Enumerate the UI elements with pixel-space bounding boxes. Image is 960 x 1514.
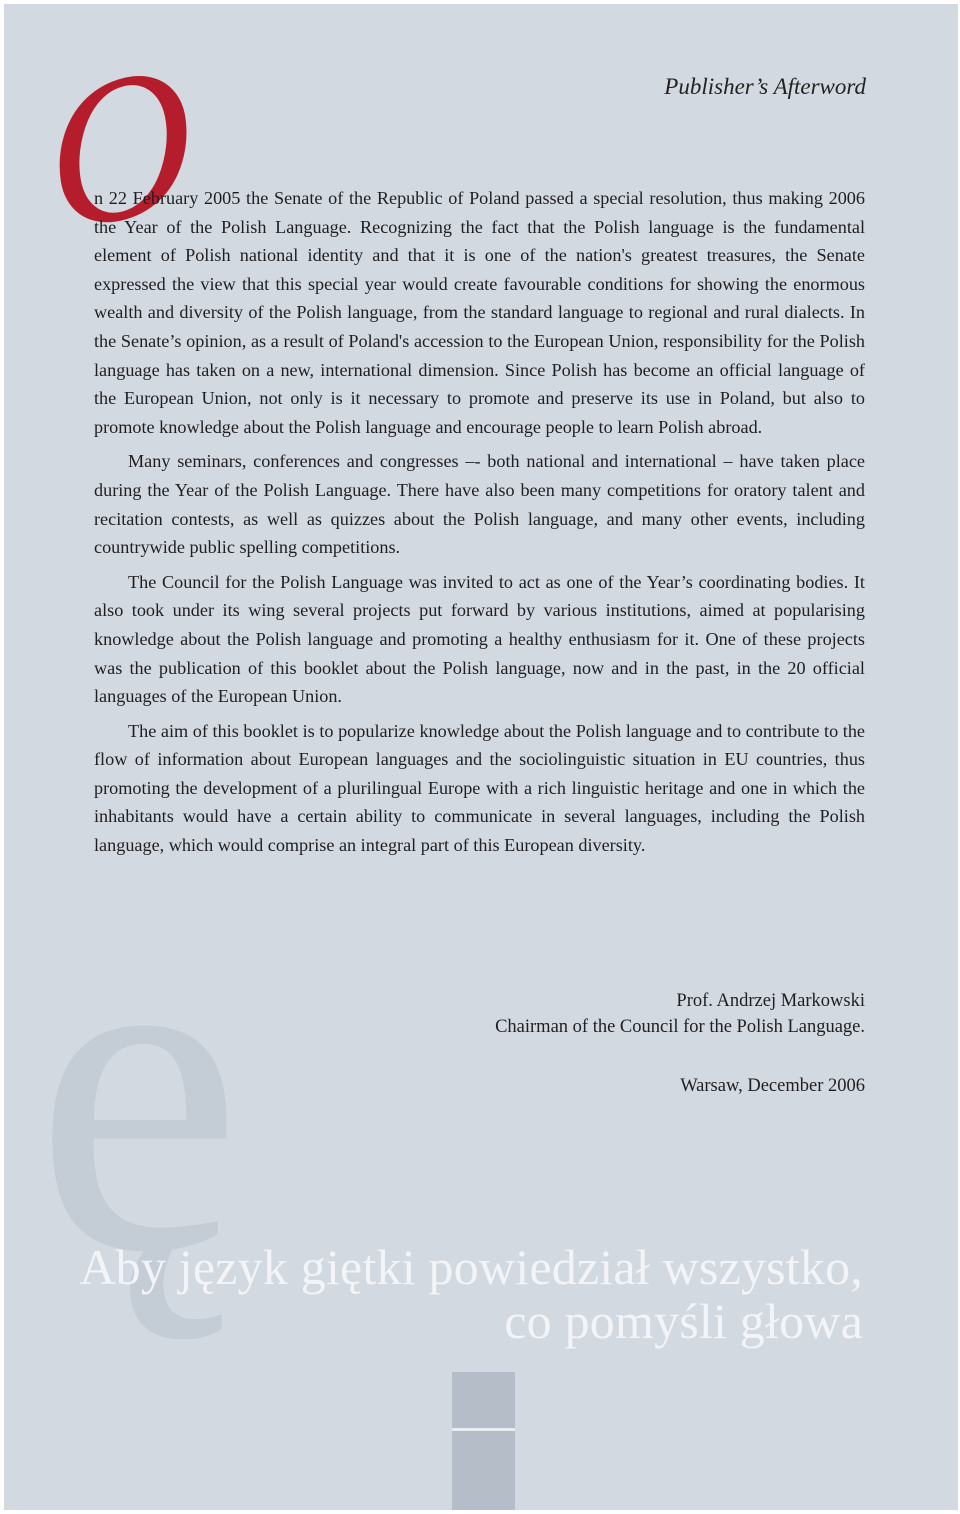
paragraph-3: The Council for the Polish Language was invited to act as one of the Year’s coordinating bodies. It also took under its wing several projects put forward by various institutions, aimed at popularising knowledge about the Polish language and promoting a healthy enthusiasm for it. One of these projects was the publication of this booklet about the Polish language, now and in the past, in the 20 official languages of the European Union. xyxy=(94,571,865,707)
motto-line-1: Aby język giętki powiedział wszystko, xyxy=(79,1239,863,1295)
drop-cap-letter: O xyxy=(32,17,208,280)
decorative-bar xyxy=(452,1372,515,1510)
signatory-title: Chairman of the Council for the Polish Language. xyxy=(495,1017,865,1037)
signatory-name: Prof. Andrzej Markowski xyxy=(676,991,865,1011)
page-heading: Publisher’s Afterword xyxy=(664,74,866,99)
decorative-background-letter: ę xyxy=(34,828,243,1349)
paragraph-2: Many seminars, conferences and congresses –- both national and international – have taken place during the Year of the Polish Language. There have also been many competitions for oratory talent and recitation contests, as well as quizzes about the Polish language, and many other events, including countrywide public spelling competitions. xyxy=(94,451,865,558)
decorative-bar-line xyxy=(452,1428,515,1431)
signature-block xyxy=(495,988,865,1040)
place-and-date: Warsaw, December 2006 xyxy=(680,1076,865,1096)
paragraph-4: The aim of this booklet is to popularize knowledge about the Polish language and to contribute to the flow of information about European languages and the sociolinguistic situation in EU countries, thus promoting the development of a plurilingual Europe with a rich linguistic heritage and one in which the inhabitants would have a certain ability to communicate in several languages, including the Polish language, which would comprise an integral part of this European diversity. xyxy=(94,720,865,856)
paragraph-1: n 22 February 2005 the Senate of the Republic of Poland passed a special resolution, thus making 2006 the Year of the Polish Language. Recognizing the fact that the Polish language is the fundamental element of Polish national identity and that it is one of the nation's greatest treasures, the Senate expressed the view that this special year would create favourable conditions for showing the enormous wealth and diversity of the Polish language, from the standard language to regional and rural dialects. In the Senate’s opinion, as a result of Poland's accession to the European Union, responsibility for the Polish language has taken on a new, international dimension. Since Polish has become an official language of the European Union, not only is it necessary to promote and preserve its use in Poland, but also to promote knowledge about the Polish language and encourage people to learn Polish abroad. xyxy=(94,188,865,437)
afterword-body xyxy=(94,184,865,860)
motto-quote xyxy=(79,1240,863,1348)
motto-line-2: co pomyśli głowa xyxy=(504,1293,863,1349)
page xyxy=(4,4,958,1510)
